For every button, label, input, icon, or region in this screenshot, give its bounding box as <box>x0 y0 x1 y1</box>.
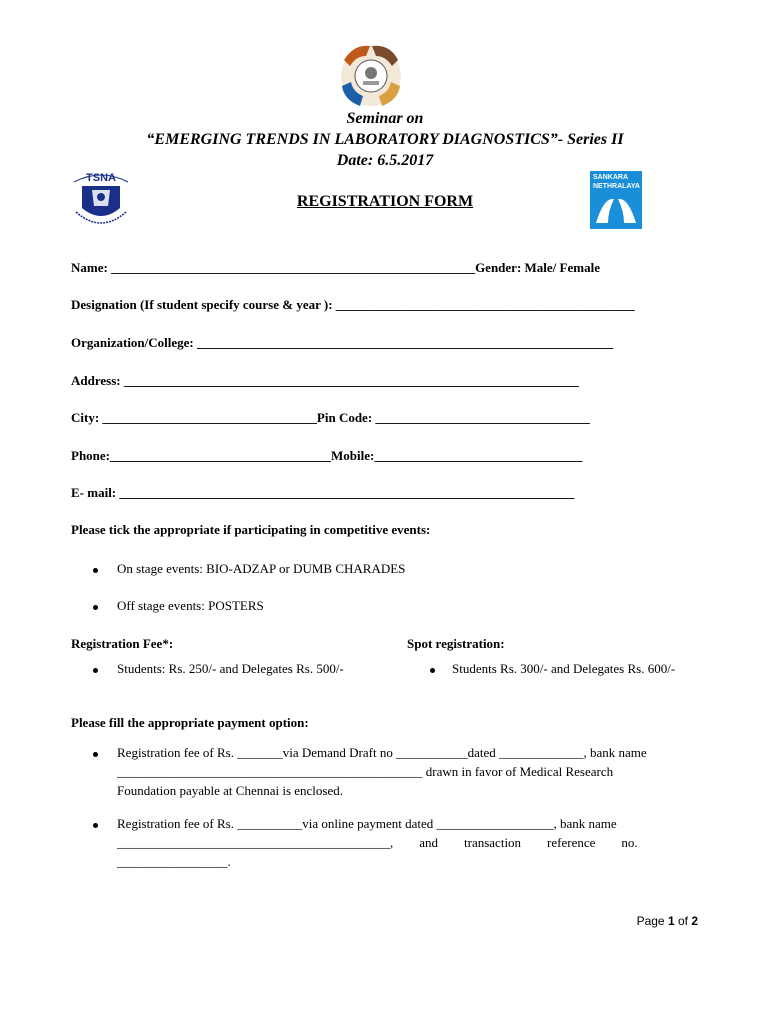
seminar-date: Date: 6.5.2017 <box>336 152 434 169</box>
page-total: 2 <box>691 914 698 928</box>
spot-registration-heading: Spot registration: <box>407 636 505 651</box>
registration-fee-heading: Registration Fee*: <box>71 636 174 651</box>
bullet-icon <box>93 568 98 573</box>
bullet-icon <box>93 823 98 828</box>
address-field[interactable]: Address: ______________________________________________________________________ <box>71 373 579 388</box>
off-stage-events-item[interactable]: Off stage events: POSTERS <box>117 598 264 613</box>
designation-field[interactable]: Designation (If student specify course & year ): ______________________________________________ <box>71 297 635 312</box>
bullet-icon <box>430 668 435 673</box>
page-prefix: Page <box>636 914 668 928</box>
seminar-title: “EMERGING TRENDS IN LABORATORY DIAGNOSTICS”- Series II <box>146 131 624 148</box>
bullet-icon <box>93 752 98 757</box>
registration-fee-item: Students: Rs. 250/- and Delegates Rs. 500/- <box>117 661 344 676</box>
page-current: 1 <box>667 914 675 928</box>
right-logo-text-1: SANKARA <box>593 174 628 181</box>
registration-form-title: REGISTRATION FORM <box>296 193 474 210</box>
page-of: of <box>674 914 692 928</box>
online-payment-line-1[interactable]: Registration fee of Rs. __________via online payment dated __________________, bank name <box>117 816 617 831</box>
payment-option-heading: Please fill the appropriate payment option: <box>71 715 309 730</box>
competitive-events-heading: Please tick the appropriate if participating in competitive events: <box>71 522 431 537</box>
right-logo-text-2: NETHRALAYA <box>593 183 640 190</box>
demand-draft-line-2[interactable]: _______________________________________________ drawn in favor of Medical Research <box>117 764 614 779</box>
spot-registration-item: Students Rs. 300/- and Delegates Rs. 600/- <box>452 661 676 676</box>
seminar-label: Seminar on <box>346 110 424 127</box>
name-gender-field[interactable]: Name: ________________________________________________________Gender: Male/ Female <box>71 260 600 275</box>
demand-draft-line-3: Foundation payable at Chennai is enclosed. <box>117 783 344 798</box>
demand-draft-line-1[interactable]: Registration fee of Rs. _______via Demand Draft no ___________dated _____________, bank name <box>117 745 647 760</box>
page-number <box>637 914 698 928</box>
city-pincode-field[interactable]: City: _________________________________Pin Code: _________________________________ <box>71 410 590 425</box>
organization-field[interactable]: Organization/College: ________________________________________________________________ <box>71 335 614 350</box>
email-field[interactable]: E- mail: ______________________________________________________________________ <box>71 485 575 500</box>
phone-mobile-field[interactable]: Phone:__________________________________Mobile:________________________________ <box>71 448 583 463</box>
tsna-logo-text: TSNA <box>86 172 116 184</box>
on-stage-events-item[interactable]: On stage events: BIO-ADZAP or DUMB CHARADES <box>117 561 406 576</box>
bullet-icon <box>93 605 98 610</box>
online-payment-line-3[interactable]: _________________. <box>117 854 231 869</box>
bullet-icon <box>93 668 98 673</box>
seminar-emblem-logo <box>334 40 408 110</box>
online-payment-line-2[interactable]: __________________________________________, and transaction reference no. <box>117 835 638 850</box>
